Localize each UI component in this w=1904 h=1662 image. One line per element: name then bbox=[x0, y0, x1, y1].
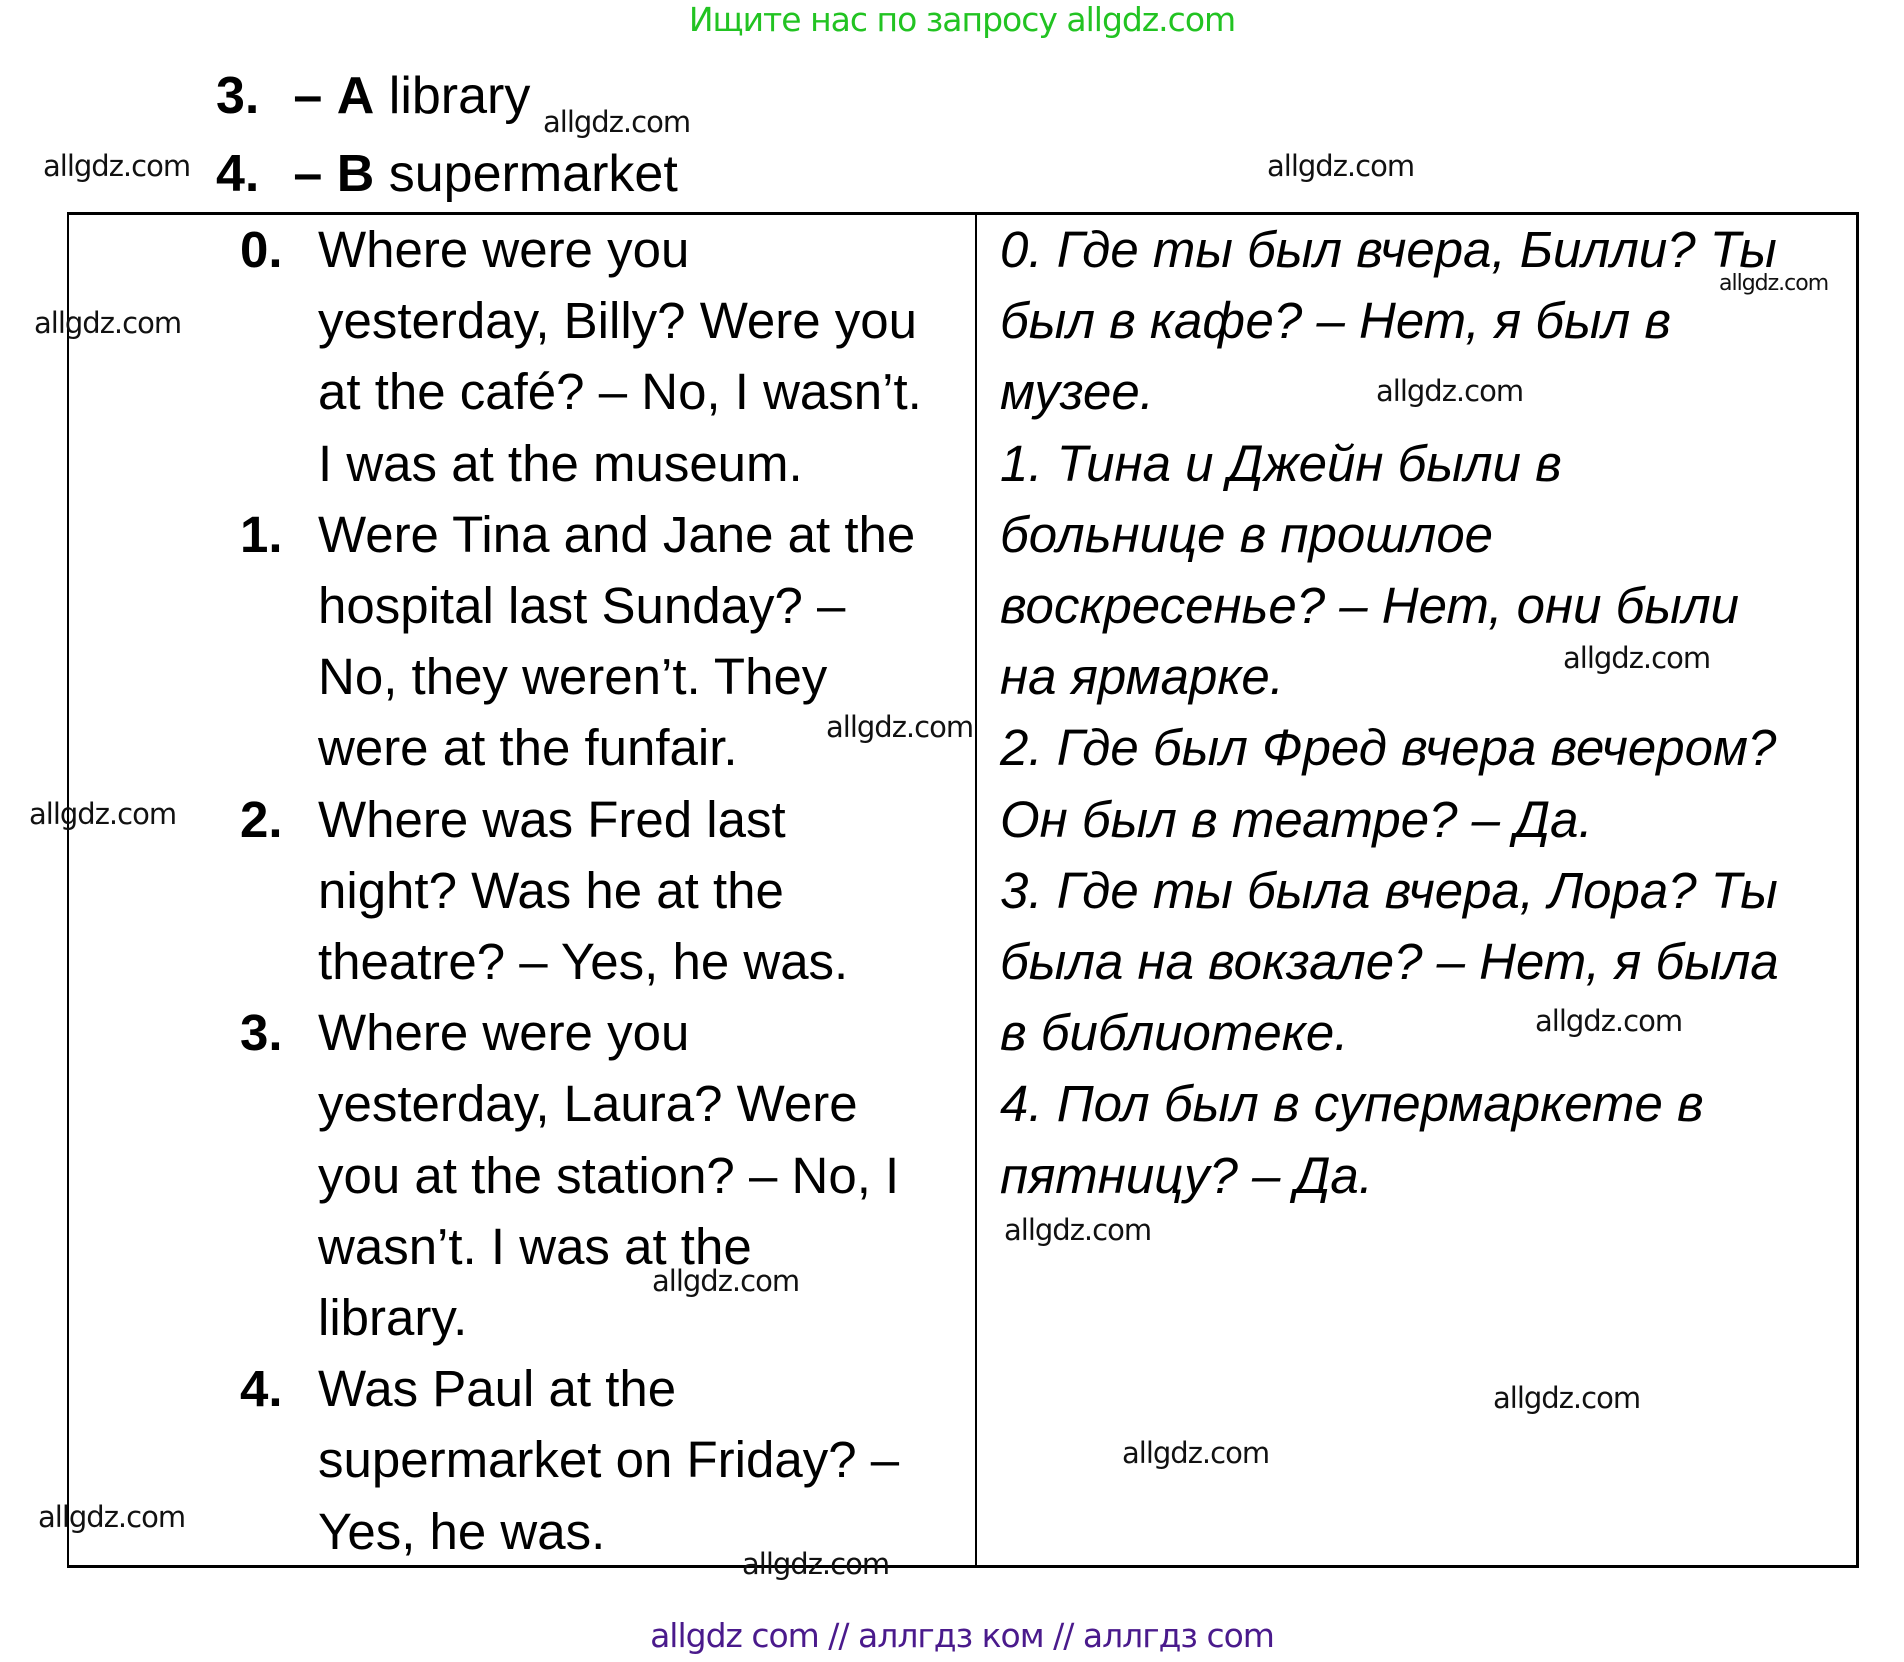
russian-line: воскресенье? – Нет, они были bbox=[1000, 577, 1739, 634]
watermark: allgdz.com bbox=[652, 1264, 800, 1298]
russian-line: 4. Пол был в супермаркете в bbox=[1000, 1075, 1704, 1133]
answer-letter: A bbox=[336, 67, 375, 125]
watermark: allgdz.com bbox=[1493, 1381, 1641, 1415]
english-line: No, they weren’t. They bbox=[318, 648, 828, 706]
russian-line: на ярмарке. bbox=[1000, 648, 1284, 706]
watermark: allgdz.com bbox=[1563, 641, 1711, 675]
english-line: I was at the museum. bbox=[318, 434, 803, 492]
watermark: allgdz.com bbox=[1535, 1004, 1683, 1038]
english-line: at the café? – No, I wasn’t. bbox=[318, 363, 922, 421]
english-line: were at the funfair. bbox=[318, 719, 738, 777]
answer-word: supermarket bbox=[388, 145, 678, 203]
promo-banner[interactable]: Ищите нас по запросу allgdz.com bbox=[688, 0, 1236, 39]
russian-line: Он был в театре? – Да. bbox=[1000, 790, 1593, 848]
footer-links[interactable]: allgdz com // аллгдз ком // аллгдз com bbox=[650, 1616, 1274, 1655]
english-line: wasn’t. I was at the bbox=[318, 1217, 752, 1275]
watermark: allgdz.com bbox=[1004, 1213, 1152, 1247]
item-number: 0. bbox=[240, 221, 283, 278]
watermark: allgdz.com bbox=[29, 797, 177, 831]
answer-dash: – bbox=[293, 67, 323, 125]
english-line: Where were you bbox=[318, 1004, 690, 1062]
russian-line: 3. Где ты была вчера, Лора? Ты bbox=[1000, 861, 1778, 919]
watermark: allgdz.com bbox=[34, 306, 182, 340]
english-line: Where was Fred last bbox=[318, 790, 786, 848]
column-divider bbox=[975, 212, 977, 1565]
watermark: allgdz.com bbox=[826, 710, 974, 744]
watermark: allgdz.com bbox=[742, 1547, 890, 1581]
answer-word: library bbox=[388, 67, 531, 125]
watermark: allgdz.com bbox=[43, 149, 191, 183]
english-line: yesterday, Laura? Were bbox=[318, 1075, 858, 1133]
answer-number: 4. bbox=[216, 145, 260, 203]
watermark: allgdz.com bbox=[543, 105, 691, 139]
russian-line: была на вокзале? – Нет, я была bbox=[1000, 933, 1779, 990]
answer-row bbox=[216, 145, 678, 203]
english-line: hospital last Sunday? – bbox=[318, 577, 846, 634]
item-number: 2. bbox=[240, 790, 283, 848]
russian-line: музее. bbox=[1000, 363, 1154, 421]
watermark: allgdz.com bbox=[1719, 271, 1829, 296]
russian-line: был в кафе? – Нет, я был в bbox=[1000, 292, 1672, 350]
item-number: 1. bbox=[240, 505, 283, 563]
watermark: allgdz.com bbox=[38, 1500, 186, 1534]
item-number: 4. bbox=[240, 1360, 283, 1418]
watermark: allgdz.com bbox=[1267, 149, 1415, 183]
english-line: theatre? – Yes, he was. bbox=[318, 933, 849, 990]
russian-line: больнице в прошлое bbox=[1000, 505, 1494, 563]
english-line: Was Paul at the bbox=[318, 1360, 677, 1418]
answer-number: 3. bbox=[216, 67, 260, 125]
russian-line: 0. Где ты был вчера, Билли? Ты bbox=[1000, 221, 1777, 278]
english-line: yesterday, Billy? Were you bbox=[318, 292, 918, 350]
english-line: Yes, he was. bbox=[318, 1502, 606, 1560]
answer-dash: – bbox=[293, 145, 323, 203]
watermark: allgdz.com bbox=[1376, 374, 1524, 408]
watermark: allgdz.com bbox=[1122, 1436, 1270, 1470]
russian-line: 1. Тина и Джейн были в bbox=[1000, 434, 1562, 492]
english-line: night? Was he at the bbox=[318, 861, 784, 919]
english-line: library. bbox=[318, 1289, 468, 1346]
english-line: you at the station? – No, I bbox=[318, 1146, 900, 1204]
item-number: 3. bbox=[240, 1004, 283, 1062]
answer-letter: B bbox=[336, 145, 375, 203]
answer-row bbox=[216, 67, 531, 125]
english-line: Where were you bbox=[318, 221, 690, 278]
english-line: supermarket on Friday? – bbox=[318, 1431, 900, 1489]
russian-line: 2. Где был Фред вчера вечером? bbox=[1000, 719, 1777, 777]
russian-line: пятницу? – Да. bbox=[1000, 1146, 1373, 1204]
english-line: Were Tina and Jane at the bbox=[318, 505, 916, 563]
russian-line: в библиотеке. bbox=[1000, 1004, 1349, 1062]
